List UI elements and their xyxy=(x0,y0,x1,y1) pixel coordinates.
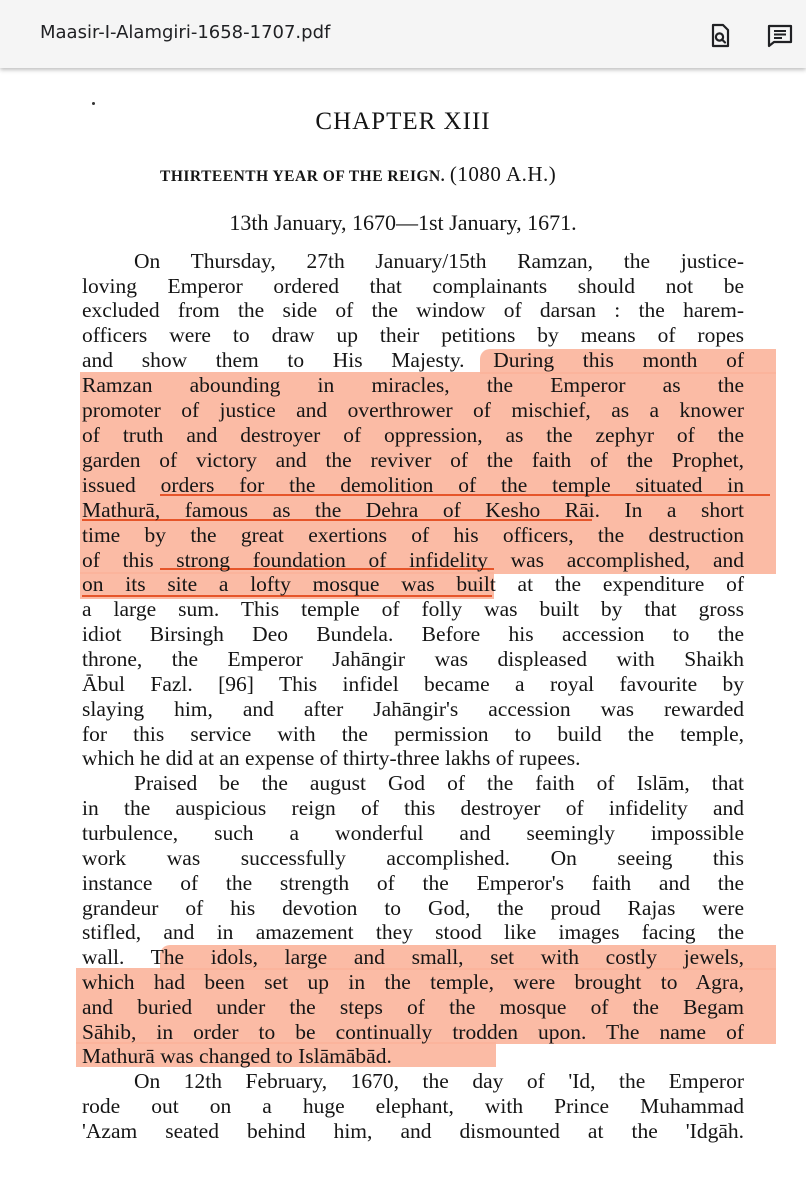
text-line: excluded from the side of the window of darsan : the harem- xyxy=(82,298,744,322)
text-line: issued orders for the demolition of the temple situated in xyxy=(82,473,744,497)
text-line: Ramzan abounding in miracles, the Emperor as the xyxy=(82,373,744,397)
pdf-toolbar xyxy=(0,0,806,68)
text-line: time by the great exertions of his officers, the destruction xyxy=(82,523,744,547)
text-line: loving Emperor ordered that complainants should not be xyxy=(82,274,744,298)
page-search-icon[interactable] xyxy=(706,22,734,50)
text-line: throne, the Emperor Jahāngir was displeased with Shaikh xyxy=(82,647,744,671)
text-line: stifled, and in amazement they stood like images facing the xyxy=(82,920,744,944)
text-line: in the auspicious reign of this destroyer of infidelity and xyxy=(82,796,744,820)
reign-year-text: THIRTEENTH YEAR OF THE REIGN. xyxy=(160,168,446,185)
text-line: Sāhib, in order to be continually trodden upon. The name of xyxy=(82,1020,744,1044)
notes-icon[interactable] xyxy=(766,22,794,50)
text-line: On 12th February, 1670, the day of 'Id, the Emperor xyxy=(134,1069,744,1093)
text-line: garden of victory and the reviver of the faith of the Prophet, xyxy=(82,448,744,472)
text-line: and show them to His Majesty. During this month of xyxy=(82,348,744,372)
text-line: and buried under the steps of the mosque of the Begam xyxy=(82,995,744,1019)
reign-year-heading xyxy=(160,162,556,187)
text-line: which he did at an expense of thirty-three lakhs of rupees. xyxy=(82,746,581,770)
text-line: of truth and destroyer of oppression, as the zephyr of the xyxy=(82,423,744,447)
text-line: promoter of justice and overthrower of mischief, as a knower xyxy=(82,398,744,422)
text-line: officers were to draw up their petitions by means of ropes xyxy=(82,323,744,347)
page-speck xyxy=(92,102,95,105)
text-line: grandeur of his devotion to God, the proud Rajas were xyxy=(82,896,744,920)
chapter-title: CHAPTER XIII xyxy=(315,108,491,135)
text-line: turbulence, such a wonderful and seemingly impossible xyxy=(82,821,744,845)
text-line: rode out on a huge elephant, with Prince Muhammad xyxy=(82,1094,744,1118)
text-line: wall. The idols, large and small, set with costly jewels, xyxy=(82,945,744,969)
text-line: of this strong foundation of infidelity was accomplished, and xyxy=(82,548,744,572)
text-line: work was successfully accomplished. On seeing this xyxy=(82,846,744,870)
text-line: slaying him, and after Jahāngir's accession was rewarded xyxy=(82,697,744,721)
hijri-year: (1080 A.H.) xyxy=(449,162,557,186)
text-line: Ābul Fazl. [96] This infidel became a royal favourite by xyxy=(82,672,744,696)
text-line: Mathurā was changed to Islāmābād. xyxy=(82,1044,392,1068)
text-line: On Thursday, 27th January/15th Ramzan, the justice- xyxy=(134,249,744,273)
date-range: 13th January, 1670—1st January, 1671. xyxy=(229,210,577,235)
text-line: idiot Birsingh Deo Bundela. Before his accession to the xyxy=(82,622,744,646)
text-line: for this service with the permission to build the temple, xyxy=(82,722,744,746)
document-title: Maasir-I-Alamgiri-1658-1707.pdf xyxy=(40,22,331,43)
text-line: on its site a lofty mosque was built at the expenditure of xyxy=(82,572,744,596)
text-line: Mathurā, famous as the Dehra of Kesho Rāi. In a short xyxy=(82,498,744,522)
text-line: Praised be the august God of the faith of Islām, that xyxy=(134,771,744,795)
text-line: which had been set up in the temple, were brought to Agra, xyxy=(82,970,744,994)
text-line: a large sum. This temple of folly was built by that gross xyxy=(82,597,744,621)
text-line: instance of the strength of the Emperor's faith and the xyxy=(82,871,744,895)
text-line: 'Azam seated behind him, and dismounted at the 'Idgāh. xyxy=(82,1119,744,1143)
